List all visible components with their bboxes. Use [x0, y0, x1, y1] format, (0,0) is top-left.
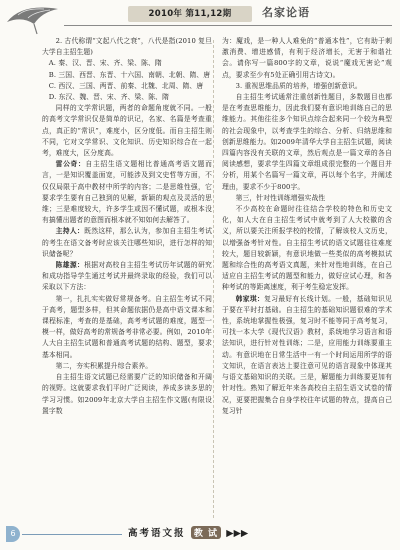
- paragraph: [222, 204, 392, 294]
- paragraph: [42, 92, 212, 103]
- paragraph-text: 不少高校在命题时往往结合学校的特色和历史文化，如人大在自主招生考试中就考到了人大校徽的含义，所以要关注所报学校的校情，了解该校人文历史，以增强备考针对性。自主招生考试的语文试题往往难度较大，题目较新颖，有意识地做一些类似的高考模拟试题和综合性的高考语文真题，来针对性地训练，在自己适应自主招生考试的题型和能力，做好应试心理，和各种考试的等距离速度，利于考生稳定发挥。: [222, 205, 392, 292]
- page-number: 6: [6, 526, 20, 542]
- paragraph: [42, 159, 212, 226]
- speaker-name: 陈雄源：: [55, 261, 85, 270]
- paragraph: [42, 103, 212, 159]
- paragraph-text: B. 三国、西晋、东晋、十六国、南朝、北朝、隋、唐: [48, 70, 211, 79]
- paragraph-text: 自主招生语文试题已经需要广泛的知识储备和开阔的视野。这就要求我们平时广泛阅读，养成多读多思的学习习惯。如2009年北京大学自主招生作文题(有限设置字数: [42, 373, 212, 415]
- paragraph-text: 复习最好有长线计划。一般，基础知识见于要在平时打基础。自主招生的基础知识题很难的学术性，系统地掌握性极强，复习时不能等同于高考复习，可找一本大学《现代汉语》教材，系统地学习语言和语法知识，进行针对性训练；二是，应用能力训练要重主动。有意识地在日常生活中一有一个时间运用所学的语文知识，在语言表达上要注意可见的语言现象中体现其与语文基础知识的关联。三是，解题能力训练要更加有针对性。熟知了解近年来各高校自主招生语文试卷的情况，更要把握集合自身学校往年试题的特点，提高自己复习针: [222, 294, 392, 415]
- paragraph: [222, 92, 392, 193]
- paragraph-text: 既然这样，那么认为，参加自主招生考试的考生在语文备考时应该关注哪些知识，进行怎样的知识储备呢？: [42, 227, 212, 258]
- paragraph-text: D. 东汉、魏、晋、宋、齐、梁、陈、隋: [48, 93, 169, 102]
- page-header: [0, 0, 400, 34]
- paragraph: [42, 226, 212, 260]
- paragraph: [42, 70, 212, 81]
- footer-publication: [128, 525, 248, 539]
- speaker-name: 雷公奇：: [55, 160, 86, 169]
- section-title: 名家论语: [262, 6, 310, 19]
- paragraph-text: 第一，扎扎实实做好常规备考。自主招生考试不同于高考，题型多样，但其命题依据仍是高中语文课本和课程标准，考查的是基础，高考考试题的难度，题型一模一样，做好高考的常规备考非常必要。例如，2010年人大自主招生试题和普通高考试题的结构、题型，要求基本相同。: [42, 294, 212, 359]
- umbrella-icon: [4, 2, 62, 36]
- paragraph-text: C. 西汉、三国、两晋、前秦、北魏、北周、隋、唐: [48, 81, 204, 90]
- paragraph-text: 自主招生考试通常注重创新性题目，多数题目也都是在考查思维能力，因此我们要有意识地训练自己的思维能力。其他往往多个知识点综合起来同一个较为典型的社会现象中，以考查学生的综合、分析、归纳思维和创新思维能力。如2009年清华大学自主招生试题，阅读四篇内容没有关联的文章，然后观点是一篇文章的各自阅读感想，要求学生四篇文章组成很完整的一个题目并分析，用某个名篇写一篇文章，再以每个名字，并阐述理由，要求不少于800字。: [222, 93, 392, 191]
- speaker-name: 韩家琪：: [235, 294, 265, 303]
- left-column: [42, 36, 212, 417]
- paragraph: [222, 294, 392, 417]
- right-column: [222, 36, 392, 417]
- page-footer: [0, 520, 400, 550]
- paragraph: [42, 36, 212, 58]
- paragraph-text: 2. 古代称谓“文起八代之衰”，八代是指(2010 复旦大学自主招生题): [42, 37, 212, 57]
- paragraph: [42, 58, 212, 69]
- paragraph-text: 3. 重视思维品质的培养，增强创新意识。: [235, 81, 362, 90]
- paragraph: [42, 81, 212, 92]
- paragraph-text: A. 秦、汉、晋、宋、齐、梁、陈、隋: [48, 59, 162, 68]
- paragraph: [42, 260, 212, 294]
- footer-divider: [22, 534, 122, 535]
- paragraph-text: 第三，针对性训练增强实战性: [235, 193, 326, 202]
- speaker-name: 主持人：: [55, 227, 85, 236]
- paragraph: [222, 193, 392, 204]
- paragraph: [42, 361, 212, 372]
- paragraph-text: 自主招生语文题相比普通高考语文题而言，一是知识覆盖面宽，可能涉及到文史哲等方面，不仅仅局限于高中教材中所学的内容；二是思维性强，它要求学生要有自己独到的见解，新颖的观点及灵活的思维；三是难度较大，许多学生或因不懂试题，或根本没有搞懂出题者的意图而根本就不知如何去解答了。: [42, 160, 212, 225]
- paragraph: [222, 81, 392, 92]
- arrow-icon: ▶▶▶: [226, 528, 249, 539]
- paragraph-text: 根据对高校自主招生考试历年试题的研究和成功指导学生通过考试并最终录取的经验，我们可以采取以下方法：: [42, 261, 212, 292]
- footer-badge: 教 试: [191, 526, 221, 539]
- column-divider: [213, 40, 214, 518]
- paragraph: [222, 36, 392, 81]
- paragraph: [42, 294, 212, 361]
- paragraph-text: 同样的文学常识题，两者的命题角度就不同。一般的高考文学常识仅是简单的识记，名家、名篇是考查重点，真正的“常识”，难度小，区分度低。而自主招生则不同，它对文学常识、文化知识、历史知识综合在一起考，难度大，区分度高。: [42, 104, 212, 158]
- footer-prefix: 高考语文报: [128, 528, 186, 539]
- paragraph: [42, 372, 212, 417]
- header-divider: [64, 25, 392, 26]
- paragraph-text: 为：魔戏，是一种人人难免的“普通本性”，它有助于刺激消费、增进感情，有利于经济增长，无害于和谐社会。请你写一篇800字的文章，说说“魔戏无害论”观点，要求至少有5处正确引用古诗文)。: [222, 37, 392, 79]
- paragraph-text: 第二，夯实积累提升综合素养。: [55, 361, 153, 370]
- issue-label: 2010年 第11,12期: [128, 6, 252, 22]
